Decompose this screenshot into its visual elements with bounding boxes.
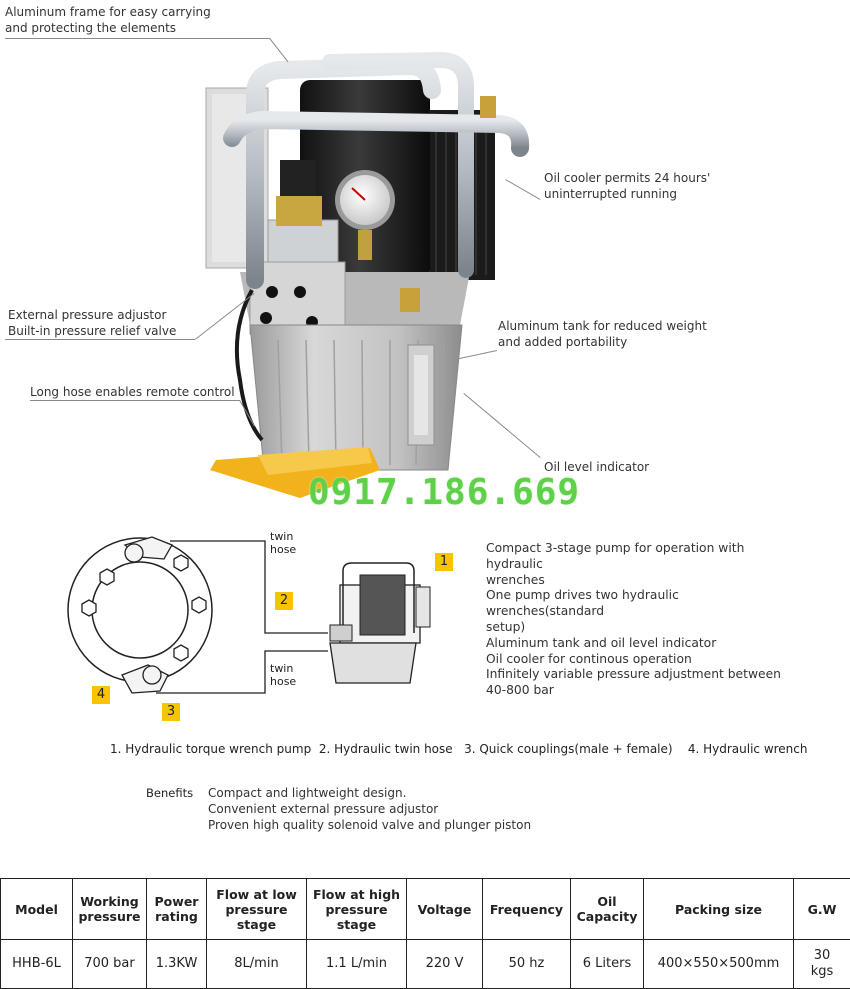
- cell-working-pressure-text: 700 bar: [75, 956, 144, 972]
- callout-tank-line-1: Aluminum tank for reduced weight: [498, 318, 707, 334]
- cell-frequency-text: 50 hz: [485, 956, 568, 972]
- header-packing-size-text: Packing size: [646, 902, 791, 917]
- callout-adjustor-line-1: External pressure adjustor: [8, 307, 176, 323]
- header-working-pressure: [73, 879, 147, 940]
- cell-packing-size-text: 400×550×500mm: [646, 956, 791, 972]
- header-oil-capacity-line-1: Oil: [573, 894, 641, 909]
- feature-line: Aluminum tank and oil level indicator: [486, 636, 786, 652]
- cell-gross-weight-line-1: 30: [796, 948, 848, 964]
- cell-oil-capacity: [571, 940, 644, 989]
- spec-data-row: [1, 940, 850, 989]
- cell-voltage-text: 220 V: [409, 956, 480, 972]
- twin-hose-bottom-word-2: hose: [270, 675, 296, 688]
- benefit-item: Convenient external pressure adjustor: [208, 801, 531, 817]
- features-list: [486, 541, 786, 699]
- cell-oil-capacity-text: 6 Liters: [573, 956, 641, 972]
- label-twin-hose-bottom: [270, 662, 296, 688]
- header-power-rating-line-2: rating: [149, 909, 204, 924]
- benefit-item: Compact and lightweight design.: [208, 785, 531, 801]
- spec-table: [0, 878, 850, 989]
- cell-flow-low: [207, 940, 307, 989]
- cell-voltage: [407, 940, 483, 989]
- setup-diagram-drawing: [60, 515, 460, 725]
- callout-tank-line-2: and added portability: [498, 334, 707, 350]
- callout-level-line-1: Oil level indicator: [544, 459, 649, 475]
- cell-flow-high: [307, 940, 407, 989]
- header-flow-low-line-1: Flow at low: [209, 887, 304, 902]
- callout-frame-line-1: Aluminum frame for easy carrying: [5, 4, 211, 20]
- header-flow-high-line-3: stage: [309, 917, 404, 932]
- label-twin-hose-top: [270, 530, 296, 556]
- benefits-list: [208, 785, 531, 833]
- header-flow-high: [307, 879, 407, 940]
- cell-power-rating: [147, 940, 207, 989]
- tag-2: 2: [275, 592, 293, 610]
- cell-frequency: [483, 940, 571, 989]
- cell-model: [1, 940, 73, 989]
- header-voltage-text: Voltage: [409, 902, 480, 917]
- diagram-legend: 1. Hydraulic torque wrench pump 2. Hydraulic twin hose 3. Quick couplings(male + female) 4. Hydraulic wrench: [110, 742, 808, 756]
- cell-model-text: HHB-6L: [3, 956, 70, 972]
- header-gross-weight-text: G.W: [796, 902, 848, 917]
- callout-adjustor: [8, 307, 176, 339]
- callout-cooler: [544, 170, 710, 202]
- twin-hose-top-word-2: hose: [270, 543, 296, 556]
- cell-flow-high-text: 1.1 L/min: [309, 956, 404, 972]
- benefits-label: Benefits: [146, 786, 193, 800]
- tag-4: 4: [92, 686, 110, 704]
- tag-1: 1: [435, 553, 453, 571]
- twin-hose-top-word-1: twin: [270, 530, 296, 543]
- cell-flow-low-text: 8L/min: [209, 956, 304, 972]
- callout-hose-line-1: Long hose enables remote control: [30, 384, 235, 400]
- header-flow-high-line-2: pressure: [309, 902, 404, 917]
- header-voltage: [407, 879, 483, 940]
- spec-header-row: [1, 879, 850, 940]
- callout-cooler-line-2: uninterrupted running: [544, 186, 710, 202]
- header-flow-high-line-1: Flow at high: [309, 887, 404, 902]
- twin-hose-bottom-word-1: twin: [270, 662, 296, 675]
- header-packing-size: [644, 879, 794, 940]
- header-working-pressure-line-2: pressure: [75, 909, 144, 924]
- benefit-item: Proven high quality solenoid valve and plunger piston: [208, 817, 531, 833]
- cell-working-pressure: [73, 940, 147, 989]
- feature-line: 40-800 bar: [486, 683, 786, 699]
- header-working-pressure-line-1: Working: [75, 894, 144, 909]
- callout-cooler-line-1: Oil cooler permits 24 hours': [544, 170, 710, 186]
- cell-gross-weight: [794, 940, 850, 989]
- header-frequency: [483, 879, 571, 940]
- callout-hose: [30, 384, 235, 400]
- feature-line: wrenches: [486, 573, 786, 589]
- header-power-rating-line-1: Power: [149, 894, 204, 909]
- cell-packing-size: [644, 940, 794, 989]
- setup-diagram: [60, 515, 460, 725]
- tag-3: 3: [162, 703, 180, 721]
- callout-frame-line-2: and protecting the elements: [5, 20, 211, 36]
- header-power-rating: [147, 879, 207, 940]
- header-flow-low-line-3: stage: [209, 917, 304, 932]
- header-gross-weight: [794, 879, 850, 940]
- header-flow-low: [207, 879, 307, 940]
- callout-adjustor-line-2: Built-in pressure relief valve: [8, 323, 176, 339]
- header-model: [1, 879, 73, 940]
- header-oil-capacity: [571, 879, 644, 940]
- feature-line: setup): [486, 620, 786, 636]
- feature-line: Infinitely variable pressure adjustment between: [486, 667, 786, 683]
- cell-gross-weight-line-2: kgs: [796, 964, 848, 980]
- header-flow-low-line-2: pressure: [209, 902, 304, 917]
- watermark-phone: 0917.186.669: [308, 472, 580, 513]
- header-oil-capacity-line-2: Capacity: [573, 909, 641, 924]
- feature-line: Oil cooler for continous operation: [486, 652, 786, 668]
- header-model-text: Model: [3, 902, 70, 917]
- header-frequency-text: Frequency: [485, 902, 568, 917]
- callout-frame: [5, 4, 211, 36]
- callout-tank: [498, 318, 707, 350]
- feature-line: Compact 3-stage pump for operation with hydraulic: [486, 541, 786, 573]
- feature-line: One pump drives two hydraulic wrenches(standard: [486, 588, 786, 620]
- cell-power-rating-text: 1.3KW: [149, 956, 204, 972]
